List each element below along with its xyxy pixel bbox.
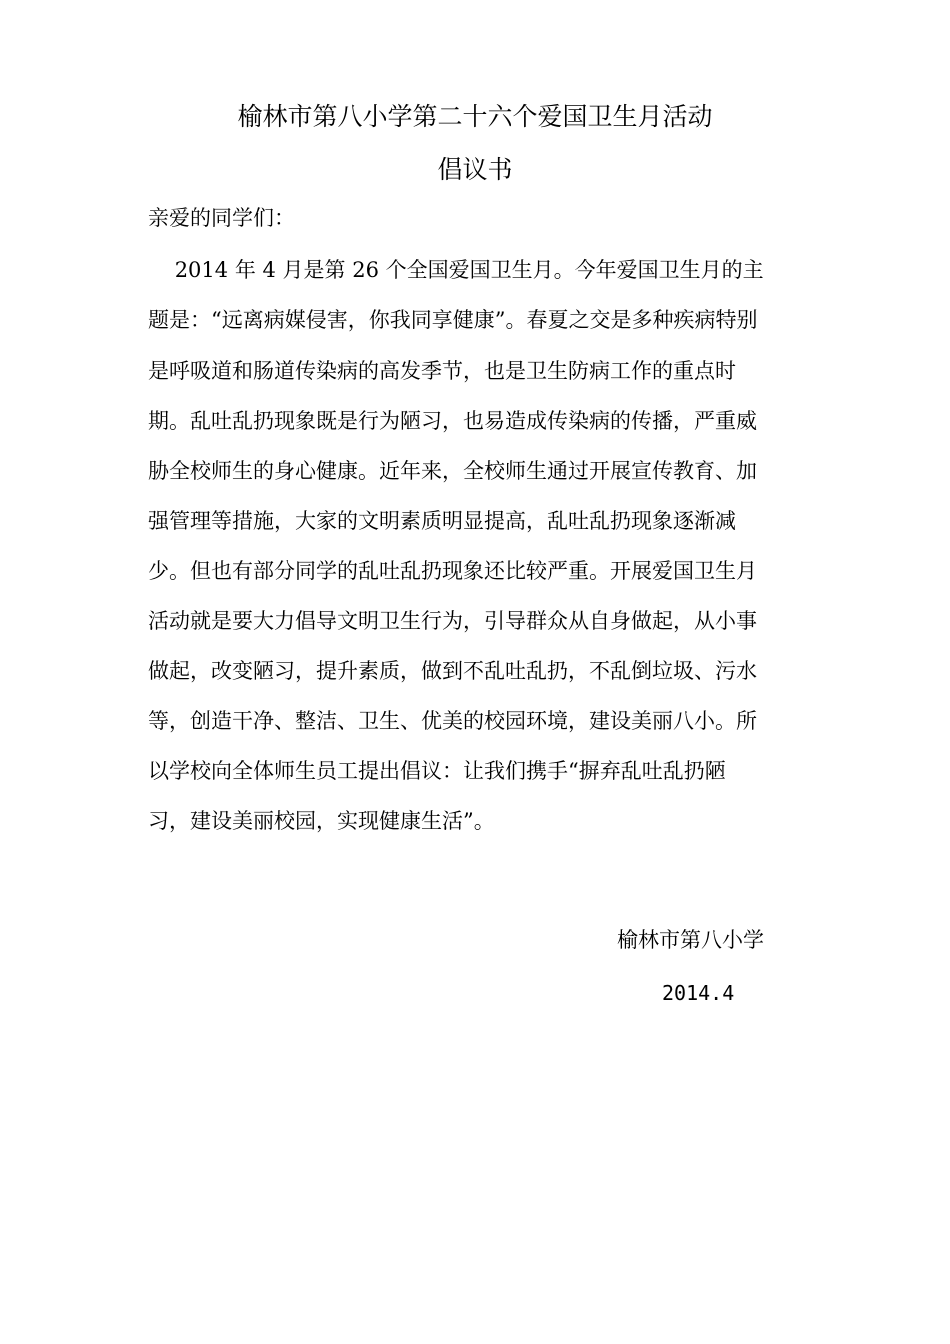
body-line: 强管理等措施，大家的文明素质明显提高，乱吐乱扔现象逐渐减	[148, 509, 736, 533]
body-line: 等，创造干净、整洁、卫生、优美的校园环境，建设美丽八小。所	[148, 709, 757, 733]
body-line: 2014 年 4 月是第 26 个全国爱国卫生月。今年爱国卫生月的主	[148, 258, 764, 282]
body-line: 期。乱吐乱扔现象既是行为陋习，也易造成传染病的传播，严重威	[148, 409, 757, 433]
signature: 榆林市第八小学	[617, 928, 764, 952]
body-line: 胁全校师生的身心健康。近年来，全校师生通过开展宣传教育、加	[148, 459, 757, 483]
body-line: 以学校向全体师生员工提出倡议：让我们携手“摒弃乱吐乱扔陋	[148, 759, 726, 783]
body-line: 做起，改变陋习，提升素质，做到不乱吐乱扔，不乱倒垃圾、污水	[148, 659, 757, 683]
body-line: 少。但也有部分同学的乱吐乱扔现象还比较严重。开展爱国卫生月	[148, 559, 757, 583]
body-line: 是呼吸道和肠道传染病的高发季节，也是卫生防病工作的重点时	[148, 359, 736, 383]
body-line: 活动就是要大力倡导文明卫生行为，引导群众从自身做起，从小事	[148, 609, 757, 633]
document-date: 2014.4	[662, 981, 735, 1005]
document-subtitle: 倡议书	[437, 155, 513, 184]
body-line: 习，建设美丽校园，实现健康生活”。	[148, 809, 495, 833]
body-line: 题是：“远离病媒侵害，你我同享健康”。春夏之交是多种疾病特别	[148, 308, 758, 332]
document-title: 榆林市第八小学第二十六个爱国卫生月活动	[237, 102, 713, 131]
salutation: 亲爱的同学们：	[148, 206, 295, 230]
